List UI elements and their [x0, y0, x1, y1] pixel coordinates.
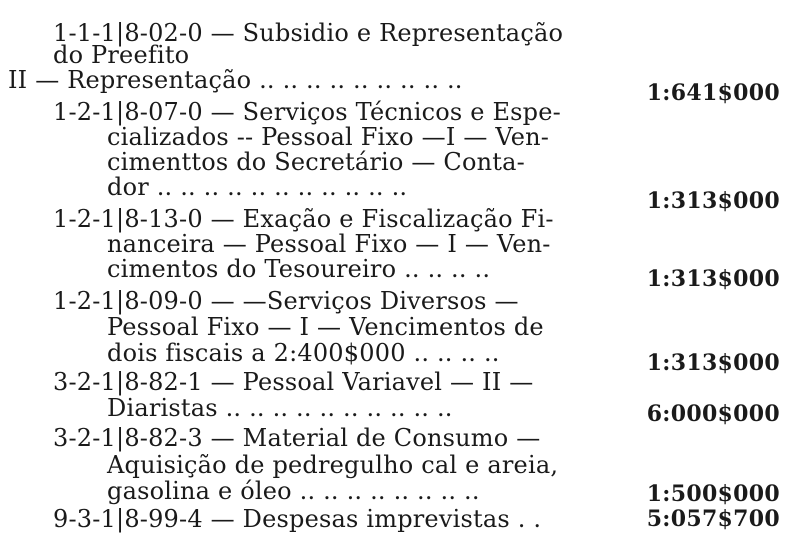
entry-line: cimentos do Tesoureiro .. .. .. ..	[107, 255, 491, 283]
entry-amount: 6:000$000	[646, 401, 780, 427]
entry-amount: 1:313$000	[646, 188, 780, 214]
entry-line: II — Representação .. .. .. .. .. .. .. .. ..	[8, 66, 463, 94]
entry-amount: 1:313$000	[646, 266, 780, 292]
entry-line: dois fiscais a 2:400$000 .. .. .. ..	[107, 339, 500, 367]
entry-line: 1-2-1|8-09-0 — —Serviços Diversos —	[53, 287, 519, 315]
entry-line: gasolina e óleo .. .. .. .. .. .. .. ..	[107, 477, 480, 505]
entry-line: cimenttos do Secretário — Conta-	[107, 148, 525, 176]
entry-line: cializados -- Pessoal Fixo —I — Ven-	[107, 123, 550, 151]
entry-amount: 1:313$000	[646, 350, 780, 376]
entry-line: do Preefito	[53, 41, 190, 69]
entry-line: Aquisição de pedregulho cal e areia,	[107, 451, 559, 479]
entry-amount: 1:500$000	[646, 481, 780, 507]
entry-line: Pessoal Fixo — I — Vencimentos de	[107, 313, 544, 341]
entry-line: 3-2-1|8-82-3 — Material de Consumo —	[53, 424, 541, 452]
entry-line: 1-2-1|8-13-0 — Exação e Fiscalização Fi-	[53, 205, 554, 233]
entry-line: 9-3-1|8-99-4 — Despesas imprevistas . .	[53, 505, 542, 533]
entry-line: dor .. .. .. .. .. .. .. .. .. .. ..	[107, 173, 408, 201]
entry-line: Diaristas .. .. .. .. .. .. .. .. .. ..	[107, 394, 453, 422]
entry-amount: 5:057$700	[646, 506, 780, 532]
entry-amount: 1:641$000	[646, 80, 780, 106]
entry-line: 1-2-1|8-07-0 — Serviços Técnicos e Espe-	[53, 98, 561, 126]
entry-line: 1-1-1|8-02-0 — Subsidio e Representação	[53, 19, 564, 47]
entry-line: 3-2-1|8-82-1 — Pessoal Variavel — II —	[53, 368, 534, 396]
entry-line: nanceira — Pessoal Fixo — I — Ven-	[107, 230, 551, 258]
